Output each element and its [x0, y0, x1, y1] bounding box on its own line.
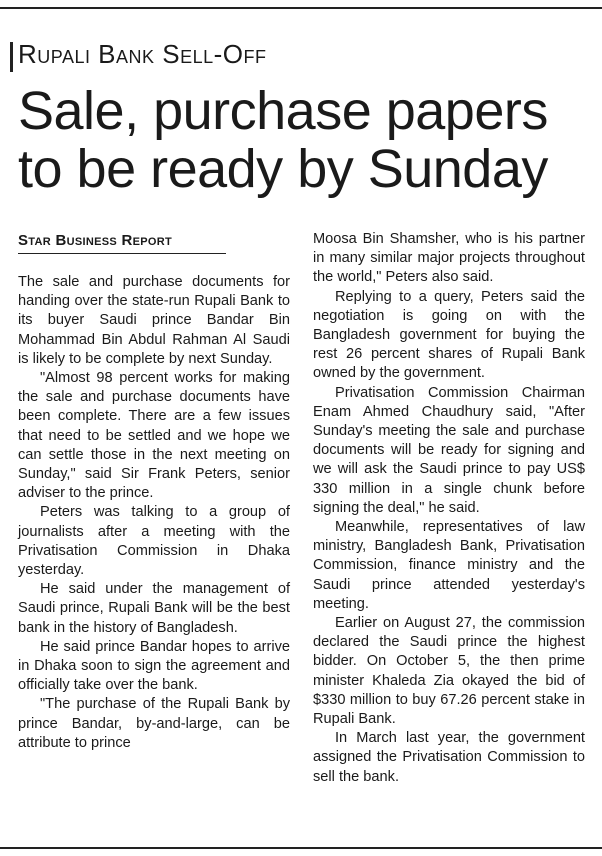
- paragraph: "Almost 98 percent works for making the sale and purchase documents have been complete. There are a few issues that need to be settled and we hope we can settle those in the next meeting on Sunday," said Sir Frank Peters, senior adviser to the prince.: [18, 370, 290, 502]
- section-kicker: Rupali Bank Sell-Off: [18, 39, 267, 69]
- paragraph: Meanwhile, representatives of law ministry, Bangladesh Bank, Privatisation Commission, finance ministry and the Saudi prince attended yesterday's meeting.: [313, 519, 585, 612]
- paragraph: Moosa Bin Shamsher, who is his partner in many similar major projects throughout the world," Peters also said.: [313, 231, 585, 286]
- paragraph: "The purchase of the Rupali Bank by prince Bandar, by-and-large, can be attribute to prince: [18, 696, 290, 751]
- paragraph: The sale and purchase documents for handing over the state-run Rupali Bank to its buyer Saudi prince Bandar Bin Mohammad Bin Abdul Rahman Al Saudi is likely to be complete by next Sunday.: [18, 274, 290, 367]
- paragraph: In March last year, the government assigned the Privatisation Commission to sell the bank.: [313, 730, 585, 785]
- paragraph: He said prince Bandar hopes to arrive in Dhaka soon to sign the agreement and officially take over the bank.: [18, 638, 290, 694]
- paragraph: Earlier on August 27, the commission declared the Saudi prince the highest bidder. On October 5, the then prime minister Khaleda Zia okayed the bid of $330 million to buy 67.26 percent stake in Rupali Bank.: [313, 615, 585, 728]
- article-column-left: [18, 230, 290, 753]
- paragraph: Peters was talking to a group of journalists after a meeting with the Privatisation Commission in Dhaka yesterday.: [18, 504, 290, 579]
- paragraph: Replying to a query, Peters said the negotiation is going on with the Bangladesh government for buying the rest 26 percent shares of Rupali Bank owned by the government.: [313, 288, 585, 382]
- kicker-accent-bar: [10, 42, 13, 72]
- top-rule: [0, 7, 602, 9]
- paragraph: He said under the management of Saudi prince, Rupali Bank will be the best bank in the history of Bangladesh.: [18, 581, 290, 636]
- headline: Sale, purchase papers to be ready by Sunday: [18, 81, 548, 199]
- byline: Star Business Report: [18, 230, 226, 254]
- paragraph: Privatisation Commission Chairman Enam Ahmed Chaudhury said, "After Sunday's meeting the sale and purchase documents will be ready for signing and we will ask the Saudi prince to pay US$ 330 million in a single chunk before signing the deal," he said.: [313, 384, 585, 516]
- article-column-right: [313, 230, 585, 787]
- bottom-rule: [0, 847, 602, 849]
